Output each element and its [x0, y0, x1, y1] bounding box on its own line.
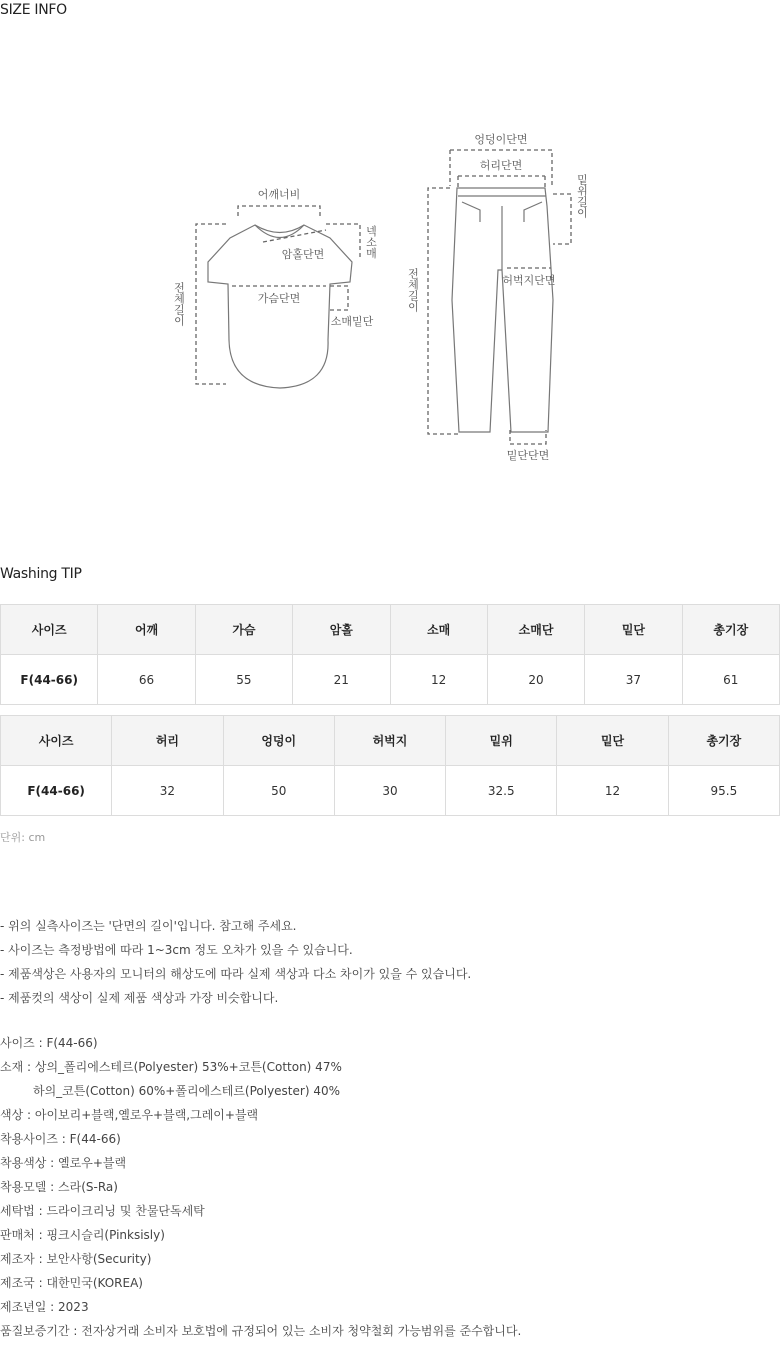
header-cell: 사이즈: [1, 716, 112, 766]
product-specs: [0, 1031, 521, 1343]
table-cell: F(44-66): [1, 655, 98, 705]
header-cell: 가슴: [195, 605, 292, 655]
table-cell: 20: [487, 655, 584, 705]
spec-washing: 세탁법 : 드라이크리닝 및 찬물단독세탁: [0, 1204, 205, 1218]
label-neck-sleeve: 넥소매: [364, 225, 378, 259]
label-armhole: 암홀단면: [281, 248, 325, 261]
table-header-row: [1, 605, 780, 655]
label-hem: 밑단단면: [506, 449, 550, 462]
note-item: - 제품컷의 색상이 실제 제품 색상과 가장 비슷합니다.: [0, 991, 279, 1005]
header-cell: 총기장: [668, 716, 779, 766]
label-waist: 허리단면: [479, 159, 523, 172]
tshirt-illustration: [208, 225, 352, 388]
spec-seller: 판매처 : 핑크시슬리(Pinksisly): [0, 1228, 165, 1242]
table-cell: 50: [223, 766, 334, 816]
notes-list: [0, 914, 471, 1010]
unit-note: 단위: cm: [0, 831, 46, 844]
table-cell: 21: [293, 655, 390, 705]
pants-illustration: [452, 188, 556, 432]
spec-warranty: 품질보증기간 : 전자상거래 소비자 보호법에 규정되어 있는 소비자 청약철회 가능범위를 준수합니다.: [0, 1324, 522, 1338]
table-header-row: [1, 716, 780, 766]
spec-year: 제조년일 : 2023: [0, 1300, 89, 1314]
bottom-size-table: [0, 715, 780, 816]
table-row: [1, 655, 780, 705]
header-cell: 밑단: [585, 605, 682, 655]
table-cell: 55: [195, 655, 292, 705]
table-cell: 66: [98, 655, 195, 705]
table-cell: 12: [557, 766, 668, 816]
spec-size: 사이즈 : F(44-66): [0, 1036, 98, 1050]
table-cell: F(44-66): [1, 766, 112, 816]
header-cell: 허벅지: [334, 716, 445, 766]
table-cell: 32: [112, 766, 223, 816]
table-cell: 95.5: [668, 766, 779, 816]
spec-manufacturer: 제조자 : 보안사항(Security): [0, 1252, 152, 1266]
label-rise: 밑위길이: [575, 174, 589, 218]
header-cell: 어깨: [98, 605, 195, 655]
header-cell: 허리: [112, 716, 223, 766]
label-hip: 엉덩이단면: [474, 133, 528, 146]
spec-color: 색상 : 아이보리+블랙,옐로우+블랙,그레이+블랙: [0, 1108, 259, 1122]
table-cell: 32.5: [446, 766, 557, 816]
header-cell: 암홀: [293, 605, 390, 655]
spec-country: 제조국 : 대한민국(KOREA): [0, 1276, 143, 1290]
spec-material: 소재 : 상의_폴리에스테르(Polyester) 53%+코튼(Cotton) 47%: [0, 1060, 342, 1074]
washing-tip-title: Washing TIP: [0, 566, 82, 582]
label-total-length-top: 전체길이: [172, 282, 186, 326]
label-thigh: 허벅지단면: [502, 274, 556, 287]
size-diagram: [0, 110, 780, 480]
note-item: - 위의 실측사이즈는 '단면의 길이'입니다. 참고해 주세요.: [0, 919, 297, 933]
spec-worn-size: 착용사이즈 : F(44-66): [0, 1132, 121, 1146]
spec-worn-color: 착용색상 : 옐로우+블랙: [0, 1156, 127, 1170]
table-cell: 61: [682, 655, 779, 705]
top-size-table: [0, 604, 780, 705]
table-cell: 12: [390, 655, 487, 705]
note-item: - 제품색상은 사용자의 모니터의 해상도에 따라 실제 색상과 다소 차이가 있을 수 있습니다.: [0, 967, 472, 981]
header-cell: 소매단: [487, 605, 584, 655]
header-cell: 밑단: [557, 716, 668, 766]
header-cell: 총기장: [682, 605, 779, 655]
label-sleeve-hem: 소매밑단: [330, 315, 374, 328]
spec-material-2: 하의_코튼(Cotton) 60%+폴리에스테르(Polyester) 40%: [33, 1084, 340, 1098]
table-row: [1, 766, 780, 816]
spec-model: 착용모델 : 스라(S-Ra): [0, 1180, 118, 1194]
header-cell: 사이즈: [1, 605, 98, 655]
size-info-title: SIZE INFO: [0, 2, 67, 18]
header-cell: 밑위: [446, 716, 557, 766]
label-total-length-bottom: 전체길이: [406, 268, 420, 312]
label-chest: 가슴단면: [257, 292, 301, 305]
table-cell: 30: [334, 766, 445, 816]
table-cell: 37: [585, 655, 682, 705]
label-shoulder: 어깨너비: [257, 188, 301, 201]
header-cell: 엉덩이: [223, 716, 334, 766]
header-cell: 소매: [390, 605, 487, 655]
note-item: - 사이즈는 측정방법에 따라 1~3cm 정도 오차가 있을 수 있습니다.: [0, 943, 353, 957]
